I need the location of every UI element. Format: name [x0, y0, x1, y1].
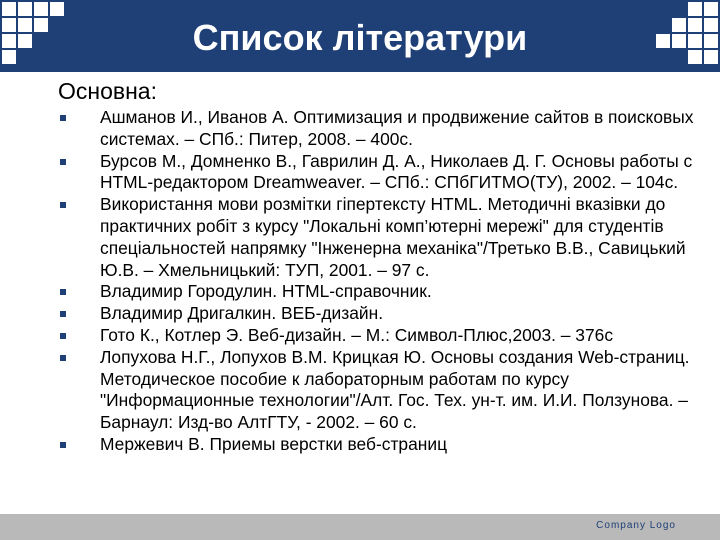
reference-text: Владимир Городулин. HTML-справочник.: [100, 281, 432, 302]
square-bullet-icon: [60, 159, 66, 165]
reference-item: [60, 325, 716, 347]
square-bullet-icon: [60, 202, 66, 208]
reference-item: [60, 107, 716, 151]
reference-list: [60, 107, 716, 456]
reference-text: Використання мови розмітки гіпертексту HTML. Методичні вказівки до практичних робіт з курсу "Локальні комп’ютерні мережі" для студентів спеціальностей напрямку "Інженерна механіка"/Третько В.В., Савицький Ю.В. – Хмельницький: ТУП, 2001. – 97 с.: [100, 194, 686, 280]
reference-item: [60, 281, 716, 303]
square-bullet-icon: [60, 289, 66, 295]
section-title: Основна:: [58, 78, 157, 104]
company-logo: Company Logo: [596, 520, 676, 531]
reference-item: [60, 434, 716, 456]
reference-text: Владимир Дригалкин. ВЕБ-дизайн.: [100, 303, 384, 324]
square-bullet-icon: [60, 333, 66, 339]
square-bullet-icon: [60, 311, 66, 317]
slide-title: Список літератури: [192, 17, 528, 58]
reference-item: [60, 303, 716, 325]
reference-item: [60, 194, 716, 281]
slide-footer: [0, 514, 720, 540]
reference-text: Лопухова Н.Г., Лопухов В.М. Крицкая Ю. Основы создания Web-страниц. Методическое пособие к лабораторным работам по курсу "Информационные технологии"/Алт. Гос. Тех. ун-т. им. И.И. Ползунова. – Барнаул: Изд-во АлтГТУ, - 2002. – 60 с.: [100, 346, 690, 433]
square-bullet-icon: [60, 355, 66, 361]
reference-text: Гото К., Котлер Э. Веб-дизайн. – М.: Символ-Плюс,2003. – 376с: [100, 324, 614, 345]
reference-text: Бурсов М., Домненко В., Гаврилин Д. А., Николаев Д. Г. Основы работы с HTML-редактором Dreamweaver. – СПб.: СПбГИТМО(ТУ), 2002. – 104с.: [100, 150, 693, 193]
square-bullet-icon: [60, 115, 66, 121]
reference-text: Ашманов И., Иванов А. Оптимизация и продвижение сайтов в поисковых системах. – СПб.: Питер, 2008. – 400с.: [100, 107, 694, 149]
reference-text: Мержевич В. Приемы верстки веб-страниц: [100, 433, 448, 454]
square-bullet-icon: [60, 442, 66, 448]
slide-header: [0, 0, 720, 72]
reference-item: [60, 151, 716, 195]
reference-item: [60, 347, 716, 434]
